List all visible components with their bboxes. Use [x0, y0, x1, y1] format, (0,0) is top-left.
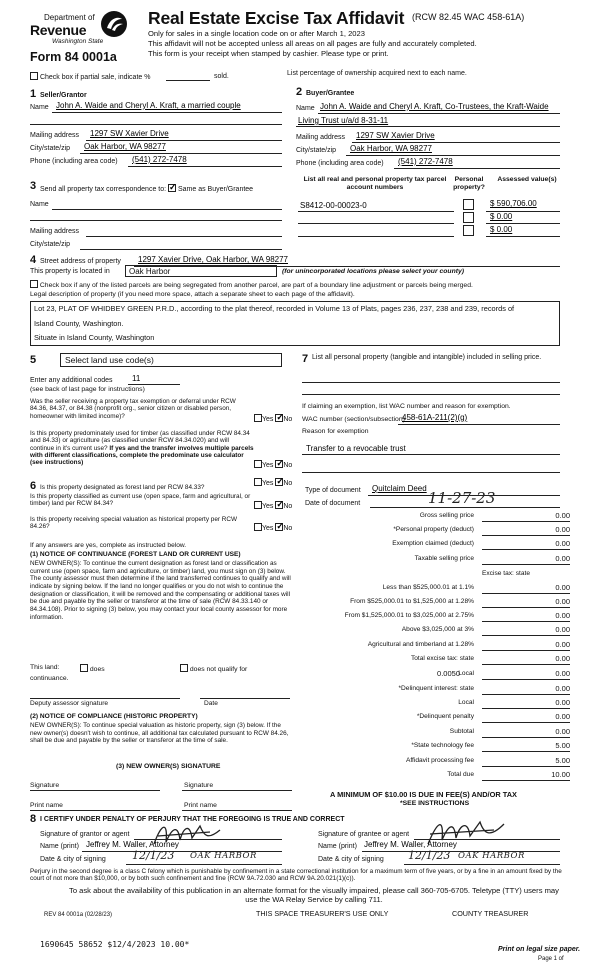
buyer-name-2[interactable]: Living Trust u/a/d 8-31-11	[298, 116, 389, 125]
tax-row-value[interactable]: 0.00	[482, 699, 570, 709]
located-label: This property is located in	[30, 268, 110, 275]
dept-line1: Department of	[44, 13, 95, 22]
personal-property-num: 7	[302, 353, 309, 365]
tax-row-value[interactable]: 0.00	[482, 555, 570, 565]
tax-row	[305, 713, 570, 724]
grantor-city[interactable]: OAK HARBOR	[190, 851, 257, 861]
parcel-number-1[interactable]: S8412-00-00023-0	[300, 201, 367, 210]
tax-row	[305, 570, 570, 581]
tax-row	[305, 670, 570, 681]
additional-codes[interactable]: 11	[132, 374, 141, 383]
parcel-line-3[interactable]	[298, 236, 454, 237]
tax-row-value[interactable]: 0.00	[482, 641, 570, 651]
located-select[interactable]	[125, 265, 277, 277]
tax-row	[305, 685, 570, 696]
forest-q3: Is this property receiving special valuation as historical property per RCW 84.26?	[30, 516, 238, 531]
tax-row-value[interactable]: 5.00	[482, 742, 570, 752]
grantor-sig-label: Signature of grantor or agent	[40, 831, 130, 838]
grantor-name[interactable]: Jeffrey M. Waller, Attorney	[86, 840, 179, 849]
timber-no-checkbox[interactable]	[275, 460, 283, 468]
corr-name-line2	[30, 220, 282, 221]
street-address[interactable]: 1297 Xavier Drive, Oak Harbor, WA 98277	[138, 255, 288, 264]
corr-name-label: Name	[30, 201, 49, 208]
tax-row	[305, 757, 570, 768]
tax-row-value[interactable]: 0.00	[482, 728, 570, 738]
minimum-note: A MINIMUM OF $10.00 IS DUE IN FEE(S) AND/OR TAX	[330, 790, 517, 799]
dept-revenue: Revenue	[30, 22, 87, 38]
exemption-yes-label: Yes	[262, 416, 274, 423]
located-value: Oak Harbor	[129, 267, 171, 276]
corr-mailing-input[interactable]	[86, 236, 282, 237]
continuance-body: NEW OWNER(S): To continue the current designation as forest land or classification as current use (open space, farm and agriculture, or timber) land, you must sign on (3) below. The county assessor must then determine if the land transferred continues to qualify and will indicate by signing below. If the land no longer qualifies or you do not wish to continue the designation or classification, it will be removed and the compensating or additional taxes will be due and payable by the seller or transferor at the time of sale (RCW 84.33.140 or 84.34.108). Prior to signing (3) below, you may contact your local county assessor for more information.	[30, 560, 291, 621]
grantee-city[interactable]: OAK HARBOR	[458, 851, 525, 861]
doc-date[interactable]: 11-27-23	[428, 489, 496, 507]
see-back-note: (see back of last page for instructions)	[30, 386, 145, 393]
corr-city-label: City/state/zip	[30, 241, 71, 248]
timber-question-text: Is this property predominately used for timber (as classified under RCW 84.34 and 84.33) or agriculture (as classified under RCW 84.34.020) and will continue in it's current use?	[30, 430, 250, 452]
owner-sig-1-label: Signature	[30, 782, 60, 789]
segregated-checkbox[interactable]	[30, 280, 38, 288]
forest-q3-no-checkbox[interactable]	[275, 523, 283, 531]
parcel-line-2[interactable]	[298, 223, 454, 224]
legal-line-1: Lot 23, PLAT OF WHIDBEY GREEN P.R.D., according to the plat thereof, recorded in Volume 13 of Plats, pages 236, 237, 238 and 239, records of	[34, 304, 515, 313]
does-not-option	[180, 664, 247, 674]
reason-line-2[interactable]	[302, 472, 560, 473]
tax-row-value[interactable]: 0.00	[482, 526, 570, 536]
seller-heading: Seller/Grantor	[40, 92, 87, 99]
buyer-num: 2	[296, 86, 303, 98]
exemption-claim-label: If claiming an exemption, list WAC number and reason for exemption.	[302, 403, 511, 410]
forest-q3-yes-checkbox[interactable]	[254, 523, 262, 531]
tax-row-label: Affidavit processing fee	[405, 757, 474, 764]
seller-mailing[interactable]: 1297 SW Xavier Drive	[90, 129, 169, 138]
timber-question-bold: If yes and the transfer involves multiple parcels with different classifications, complete the predominate use calculator (see instructions)	[30, 444, 254, 467]
partial-percent-input[interactable]	[166, 80, 210, 81]
tax-row-label: Taxable selling price	[414, 555, 474, 562]
owner-sig-2-label: Signature	[184, 782, 214, 789]
partial-sale-checkbox[interactable]	[30, 72, 38, 80]
does-label: does	[89, 666, 105, 673]
tax-row	[305, 728, 570, 739]
buyer-city-label: City/state/zip	[296, 147, 337, 154]
partial-sale-label: Check box if partial sale, indicate %	[39, 74, 151, 81]
treasurer-only: THIS SPACE TREASURER'S USE ONLY	[256, 909, 389, 918]
tax-row-value[interactable]: 0.00	[482, 655, 570, 665]
notice-2: This affidavit will not be accepted unless all areas on all pages are fully and accurately completed.	[148, 39, 477, 48]
wac-line	[398, 424, 560, 425]
tax-row	[305, 598, 570, 609]
does-not-label: does not qualify for	[189, 666, 248, 673]
exemption-yes-checkbox[interactable]	[254, 414, 262, 422]
legal-description-box[interactable]	[30, 301, 560, 346]
tax-row-value[interactable]: 5.00	[482, 757, 570, 767]
tax-row-label: *Personal property (deduct)	[393, 526, 474, 533]
form-number: Form 84 0001a	[30, 50, 117, 64]
value-line-3	[486, 236, 560, 237]
cashier-stamp: 1690645 58652 $12/4/2023 10.00*	[40, 940, 190, 949]
county-treasurer: COUNTY TREASURER	[452, 909, 529, 918]
certify-heading: I CERTIFY UNDER PENALTY OF PERJURY THAT THE FOREGOING IS TRUE AND CORRECT	[40, 816, 345, 823]
legal-size-note: Print on legal size paper.	[498, 946, 581, 953]
property-num: 4	[30, 254, 37, 266]
dor-logo-icon	[100, 10, 128, 38]
buyer-mailing-label: Mailing address	[296, 134, 346, 141]
personal-property-line-1[interactable]	[302, 382, 560, 383]
grantee-date-label: Date & city of signing	[318, 856, 384, 863]
seller-city[interactable]: Oak Harbor, WA 98277	[84, 142, 166, 151]
doc-date-label: Date of document	[305, 500, 361, 507]
tax-row	[305, 626, 570, 637]
perjury-note: Perjury in the second degree is a class C felony which is punishable by confinement in a state correctional institution for a maximum term of five years, or by a fine in an amount fixed by the court of not more than $10,000, or by both such confinement and fine (RCW 9A.72.030 and RCW 9A.20.021(1)(c)).	[30, 868, 562, 883]
buyer-heading: Buyer/Grantee	[306, 90, 355, 97]
tax-row	[305, 699, 570, 710]
tax-row-value[interactable]: 0.00	[482, 612, 570, 622]
tax-row	[305, 655, 570, 666]
notice-1: Only for sales in a single location code on or after March 1, 2023	[148, 29, 365, 38]
seller-name-line2	[30, 124, 282, 125]
forest-q1-no-label: No	[283, 480, 293, 487]
form-title-ref: (RCW 82.45 WAC 458-61A)	[412, 12, 525, 22]
tax-row-label: Gross selling price	[419, 512, 474, 519]
reason-line	[302, 454, 560, 455]
buyer-phone[interactable]: (541) 272-7478	[398, 157, 453, 166]
correspondence-num: 3	[30, 180, 37, 192]
tax-row	[305, 512, 570, 523]
forest-q2-yes-label: Yes	[262, 503, 274, 510]
any-yes-note: If any answers are yes, complete as instructed below.	[30, 542, 187, 549]
grantee-sig-label: Signature of grantee or agent	[318, 831, 410, 838]
seller-num: 1	[30, 88, 37, 100]
timber-no-label: No	[283, 462, 293, 469]
forest-q3-yes-label: Yes	[262, 525, 274, 532]
corr-mailing-label: Mailing address	[30, 228, 80, 235]
timber-yes-no	[254, 460, 292, 470]
forest-num: 6	[30, 480, 37, 492]
same-as-buyer-label: Same as Buyer/Grantee	[177, 186, 254, 193]
seller-mailing-line	[86, 140, 282, 141]
street-label: Street address of property	[40, 258, 121, 265]
tax-row-label: Excise tax: state	[481, 570, 530, 577]
tax-row-value[interactable]: 0.00	[482, 670, 570, 680]
grantee-name-label: Name (print)	[318, 843, 357, 850]
personal-checkbox-1[interactable]	[463, 199, 474, 210]
form-title: Real Estate Excise Tax Affidavit	[148, 8, 405, 28]
tax-row-value[interactable]: 0.00	[482, 685, 570, 695]
forest-q2-no-label: No	[283, 503, 293, 510]
tax-row-value[interactable]: 0.00	[482, 512, 570, 522]
land-use-select[interactable]	[60, 353, 282, 367]
buyer-name-line2	[296, 126, 560, 127]
forest-q2-yes-checkbox[interactable]	[254, 501, 262, 509]
page-number: Page 1 of	[538, 956, 564, 962]
tax-row-label: Subtotal	[449, 728, 474, 735]
exemption-yes-no	[254, 414, 292, 424]
seller-city-line	[80, 153, 282, 154]
grantee-date-line	[404, 864, 560, 865]
timber-yes-label: Yes	[262, 462, 274, 469]
corr-city-input[interactable]	[80, 249, 282, 250]
parcel-col-header: List all real and personal property tax parcel account numbers	[303, 176, 447, 191]
wac-number[interactable]: 458-61A-211(2)(g)	[402, 413, 468, 422]
deputy-label: Deputy assessor signature	[30, 700, 109, 707]
seller-name-label: Name	[30, 104, 49, 111]
owner-print-2-label: Print name	[184, 802, 217, 809]
correspondence-row	[40, 184, 253, 194]
tax-row-label: *State technology fee	[411, 742, 474, 749]
exemption-no-label: No	[283, 416, 293, 423]
forest-q1-yes-label: Yes	[262, 480, 274, 487]
deputy-date-input[interactable]	[200, 698, 290, 699]
timber-question	[30, 430, 254, 467]
dept-line3: Washington State	[52, 38, 104, 45]
forest-q1: Is this property designated as forest land per RCW 84.33?	[40, 484, 205, 491]
tax-row	[305, 540, 570, 551]
reason-label: Reason for exemption	[302, 428, 369, 435]
does-checkbox[interactable]	[80, 664, 88, 672]
tax-row	[305, 526, 570, 537]
tax-row	[305, 584, 570, 595]
assessed-col-header: Assessed value(s)	[497, 176, 557, 183]
grantor-date-label: Date & city of signing	[40, 856, 106, 863]
continuance-word: continuance.	[30, 675, 69, 682]
grantor-name-label: Name (print)	[40, 843, 79, 850]
assessed-value-2[interactable]: $ 0.00	[490, 212, 513, 221]
buyer-city-line	[346, 155, 560, 156]
does-not-checkbox[interactable]	[180, 664, 188, 672]
corr-name-input[interactable]	[52, 209, 282, 210]
forest-q2-yes-no	[254, 501, 292, 511]
personal-property-label: List all personal property (tangible and intangible) included in selling price.	[312, 354, 542, 361]
forest-q2-no-checkbox[interactable]	[275, 501, 283, 509]
grantor-date[interactable]: 12/1/23	[132, 849, 175, 862]
tax-row-label: Exemption claimed (deduct)	[392, 540, 474, 547]
see-instructions: *SEE INSTRUCTIONS	[400, 800, 470, 807]
tax-row-label: *Delinquent interest: state	[398, 685, 474, 692]
seller-name-line	[52, 112, 282, 113]
buyer-mailing[interactable]: 1297 SW Xavier Drive	[356, 131, 435, 140]
grantee-date[interactable]: 12/1/23	[408, 849, 451, 862]
tax-row-label: Total due	[447, 771, 474, 778]
this-land-label: This land:	[30, 664, 60, 671]
tax-row-value[interactable]: 0.00	[482, 540, 570, 550]
owner-print-2-input[interactable]	[182, 810, 292, 811]
seller-phone-line	[128, 166, 282, 167]
tax-row	[305, 641, 570, 652]
grantee-name[interactable]: Jeffrey M. Waller, Attorney	[364, 840, 457, 849]
forest-q3-no-label: No	[283, 525, 293, 532]
owner-print-1-input[interactable]	[30, 810, 160, 811]
owner-print-1-label: Print name	[30, 802, 63, 809]
assessed-value-3[interactable]: $ 0.00	[490, 225, 513, 234]
reason-value[interactable]: Transfer to a revocable trust	[306, 444, 406, 453]
doc-type-label: Type of document	[305, 487, 361, 494]
ownership-note: List percentage of ownership acquired next to each name.	[287, 70, 467, 77]
segregated-row	[30, 280, 473, 290]
forest-q2: Is this property classified as current use (open space, farm and agricultural, or timber) land per RCW 84.34?	[30, 493, 251, 508]
tax-row-label: From $1,525,000.01 to $3,025,000 at 2.75%	[344, 612, 474, 619]
deputy-date-label: Date	[204, 700, 218, 707]
forest-q1-yes-no	[254, 478, 292, 488]
buyer-phone-line	[394, 168, 560, 169]
additional-codes-line	[128, 384, 180, 385]
tax-row-label: Agricultural and timberland at 1.28%	[367, 641, 474, 648]
forest-q1-no-checkbox[interactable]	[275, 478, 283, 486]
buyer-name-1[interactable]: John A. Waide and Cheryl A. Kraft, Co-Trustees, the Kraft-Waide	[320, 102, 549, 111]
personal-col-header: Personal property?	[453, 176, 485, 191]
seller-city-label: City/state/zip	[30, 145, 71, 152]
personal-property-line-2[interactable]	[302, 394, 560, 395]
tax-row-label: Local	[458, 670, 474, 677]
new-owner-title: (3) NEW OWNER(S) SIGNATURE	[116, 763, 221, 770]
owner-sig-1-input[interactable]	[30, 790, 160, 791]
tax-row-value[interactable]: 0.00	[482, 626, 570, 636]
compliance-title: (2) NOTICE OF COMPLIANCE (HISTORIC PROPERTY)	[30, 713, 198, 720]
tax-row-label: Less than $525,000.01 at 1.1%	[382, 584, 474, 591]
same-as-buyer-checkbox[interactable]	[168, 184, 176, 192]
doc-type[interactable]: Quitclaim Deed	[372, 484, 427, 493]
additional-codes-label: Enter any additional codes	[30, 377, 113, 384]
land-use-num: 5	[30, 354, 37, 366]
segregated-label: Check box if any of the listed parcels are being segregated from another parcel, are part of a boundary line adjustment or parcels being merged.	[39, 282, 473, 289]
tax-row-value[interactable]: 0.00	[482, 713, 570, 723]
owner-sig-2-input[interactable]	[182, 790, 292, 791]
legal-label: Legal description of property (if you need more space, attach a separate sheet to each page of the affidavit).	[30, 291, 355, 298]
buyer-city[interactable]: Oak Harbor, WA 98277	[350, 144, 432, 153]
exemption-question: Was the seller receiving a property tax exemption or deferral under RCW 84.36, 84.37, or 84.38 (nonprofit org., senior citizen or disabled person, homeowner with limited income)?	[30, 398, 236, 420]
tax-row-value[interactable]: 0.00	[482, 598, 570, 608]
timber-yes-checkbox[interactable]	[254, 460, 262, 468]
partial-sale-row	[30, 72, 150, 82]
located-note: (for unincorporated locations please select your county)	[282, 268, 465, 275]
exemption-no-checkbox[interactable]	[275, 414, 283, 422]
grantor-date-line	[126, 864, 282, 865]
buyer-name-label: Name	[296, 105, 315, 112]
buyer-mailing-line	[352, 142, 560, 143]
value-line-2	[486, 223, 560, 224]
deputy-signature-input[interactable]	[30, 698, 180, 699]
seller-phone[interactable]: (541) 272-7478	[132, 155, 187, 164]
forest-q3-yes-no	[254, 523, 292, 533]
tax-row-value[interactable]: 0.00	[482, 584, 570, 594]
buyer-name-line	[318, 113, 560, 114]
correspondence-label: Send all property tax correspondence to:	[40, 186, 167, 193]
legal-line-3: Situate in Island County, Washington	[34, 333, 155, 342]
personal-checkbox-2[interactable]	[463, 212, 474, 223]
continuance-title: (1) NOTICE OF CONTINUANCE (FOREST LAND OR CURRENT USE)	[30, 551, 241, 558]
tax-row	[305, 742, 570, 753]
tax-row-label: Above $3,025,000 at 3%	[401, 626, 474, 633]
personal-checkbox-3[interactable]	[463, 225, 474, 236]
seller-name[interactable]: John A. Waide and Cheryl A. Kraft, a married couple	[56, 101, 241, 110]
tax-row	[305, 555, 570, 566]
assessed-value-1[interactable]: $ 590,706.00	[490, 199, 537, 208]
seller-phone-label: Phone (including area code)	[30, 158, 118, 165]
tax-row	[305, 771, 570, 782]
tax-row-label: Total excise tax: state	[410, 655, 474, 662]
parcel-line-1	[298, 211, 454, 212]
tax-row	[305, 612, 570, 623]
seller-mailing-label: Mailing address	[30, 132, 80, 139]
partial-sold-label: sold.	[214, 73, 229, 80]
buyer-phone-label: Phone (including area code)	[296, 160, 384, 167]
legal-line-2: Island County, Washington.	[34, 319, 124, 328]
tax-row-label: From $525,000.01 to $1,525,000 at 1.28%	[350, 598, 474, 605]
local-rate: 0.0050	[437, 669, 460, 678]
alt-format-note: To ask about the availability of this publication in an alternate format for the visually impaired, please call 360-705-6705. Teletype (TTY) users may use the WA Relay Service by calling 711.	[69, 886, 559, 904]
compliance-body: NEW OWNER(S): To continue special valuation as historic property, sign (3) below. If the new owner(s) doesn't wish to continue, all additional tax calculated pursuant to RCW 84.26, shall be due and payable by the seller or transferor at the time of sale.	[30, 722, 289, 745]
land-use-select-label: Select land use code(s)	[65, 355, 154, 365]
wac-label: WAC number (section/subsection)	[302, 416, 405, 423]
tax-row-label: Local	[458, 699, 474, 706]
does-option	[80, 664, 105, 674]
rev-number: REV 84 0001a (02/28/23)	[44, 912, 113, 918]
tax-row-value[interactable]: 10.00	[482, 771, 570, 781]
tax-row-label: *Delinquent penalty	[416, 713, 474, 720]
forest-q1-yes-checkbox[interactable]	[254, 478, 262, 486]
notice-3: This form is your receipt when stamped by cashier. Please type or print.	[148, 49, 389, 58]
certify-num: 8	[30, 813, 37, 825]
